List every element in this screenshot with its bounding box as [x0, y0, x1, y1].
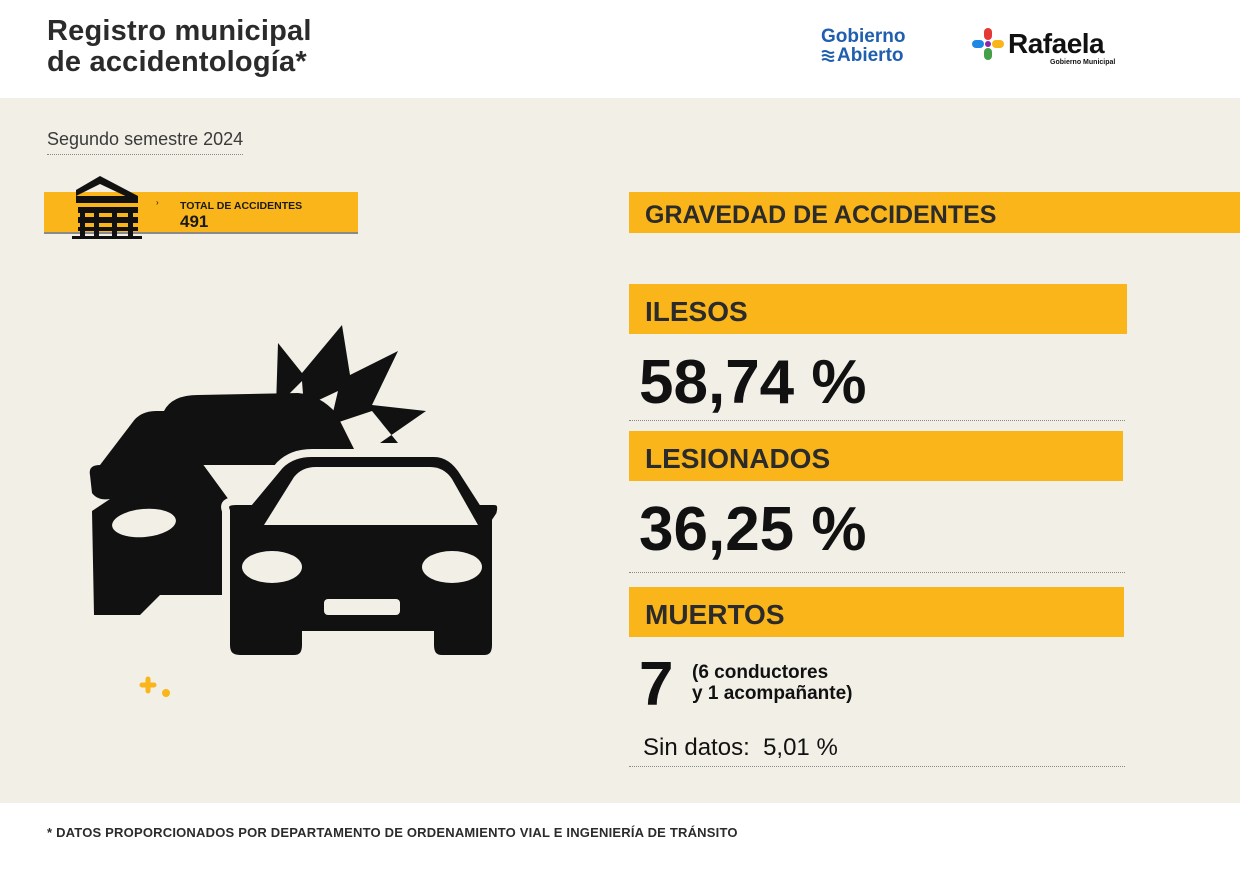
- sin-datos-label: Sin datos: 5,01 %: [643, 734, 838, 761]
- muertos-label: MUERTOS: [645, 599, 785, 630]
- car-crash-illustration: [80, 315, 520, 715]
- total-accidents-value: 491: [180, 212, 209, 231]
- muertos-value: 7: [639, 650, 674, 719]
- severity-heading: GRAVEDAD DE ACCIDENTES: [645, 201, 997, 229]
- rafaela-flower-icon: [970, 26, 1006, 62]
- lesionados-label: LESIONADOS: [645, 443, 831, 474]
- rafaela-name: Rafaela: [1008, 28, 1105, 59]
- lesionados-value: 36,25 %: [639, 495, 867, 564]
- muertos-detail-line-1: (6 conductores: [692, 662, 829, 683]
- arrow-icon: ›: [156, 198, 159, 207]
- ilesos-divider: [629, 420, 1125, 421]
- gobierno-abierto-line-2: Abierto: [837, 45, 904, 66]
- plus-decoration-icon: [142, 679, 154, 691]
- waves-icon: [821, 49, 835, 63]
- footnote: * DATOS PROPORCIONADOS POR DEPARTAMENTO DE ORDENAMIENTO VIAL E INGENIERÍA DE TRÁNSITO: [47, 825, 738, 840]
- total-accidents-label: TOTAL DE ACCIDENTES: [180, 200, 303, 212]
- title-line-1: Registro municipal: [47, 15, 312, 47]
- page-title: [47, 16, 312, 78]
- sin-datos-divider: [629, 766, 1125, 767]
- title-line-2: de accidentología*: [47, 46, 307, 78]
- muertos-detail-line-2: y 1 acompañante): [692, 683, 853, 704]
- rafaela-subtitle: Gobierno Municipal: [1050, 59, 1116, 66]
- gobierno-abierto-logo: [821, 27, 905, 65]
- header: [0, 0, 1240, 98]
- ilesos-value: 58,74 %: [639, 348, 867, 417]
- gobierno-abierto-line-1: Gobierno: [821, 26, 906, 47]
- ilesos-label: ILESOS: [645, 296, 748, 327]
- period-label: Segundo semestre 2024: [47, 129, 243, 155]
- lesionados-divider: [629, 572, 1125, 573]
- building-icon: [72, 172, 142, 240]
